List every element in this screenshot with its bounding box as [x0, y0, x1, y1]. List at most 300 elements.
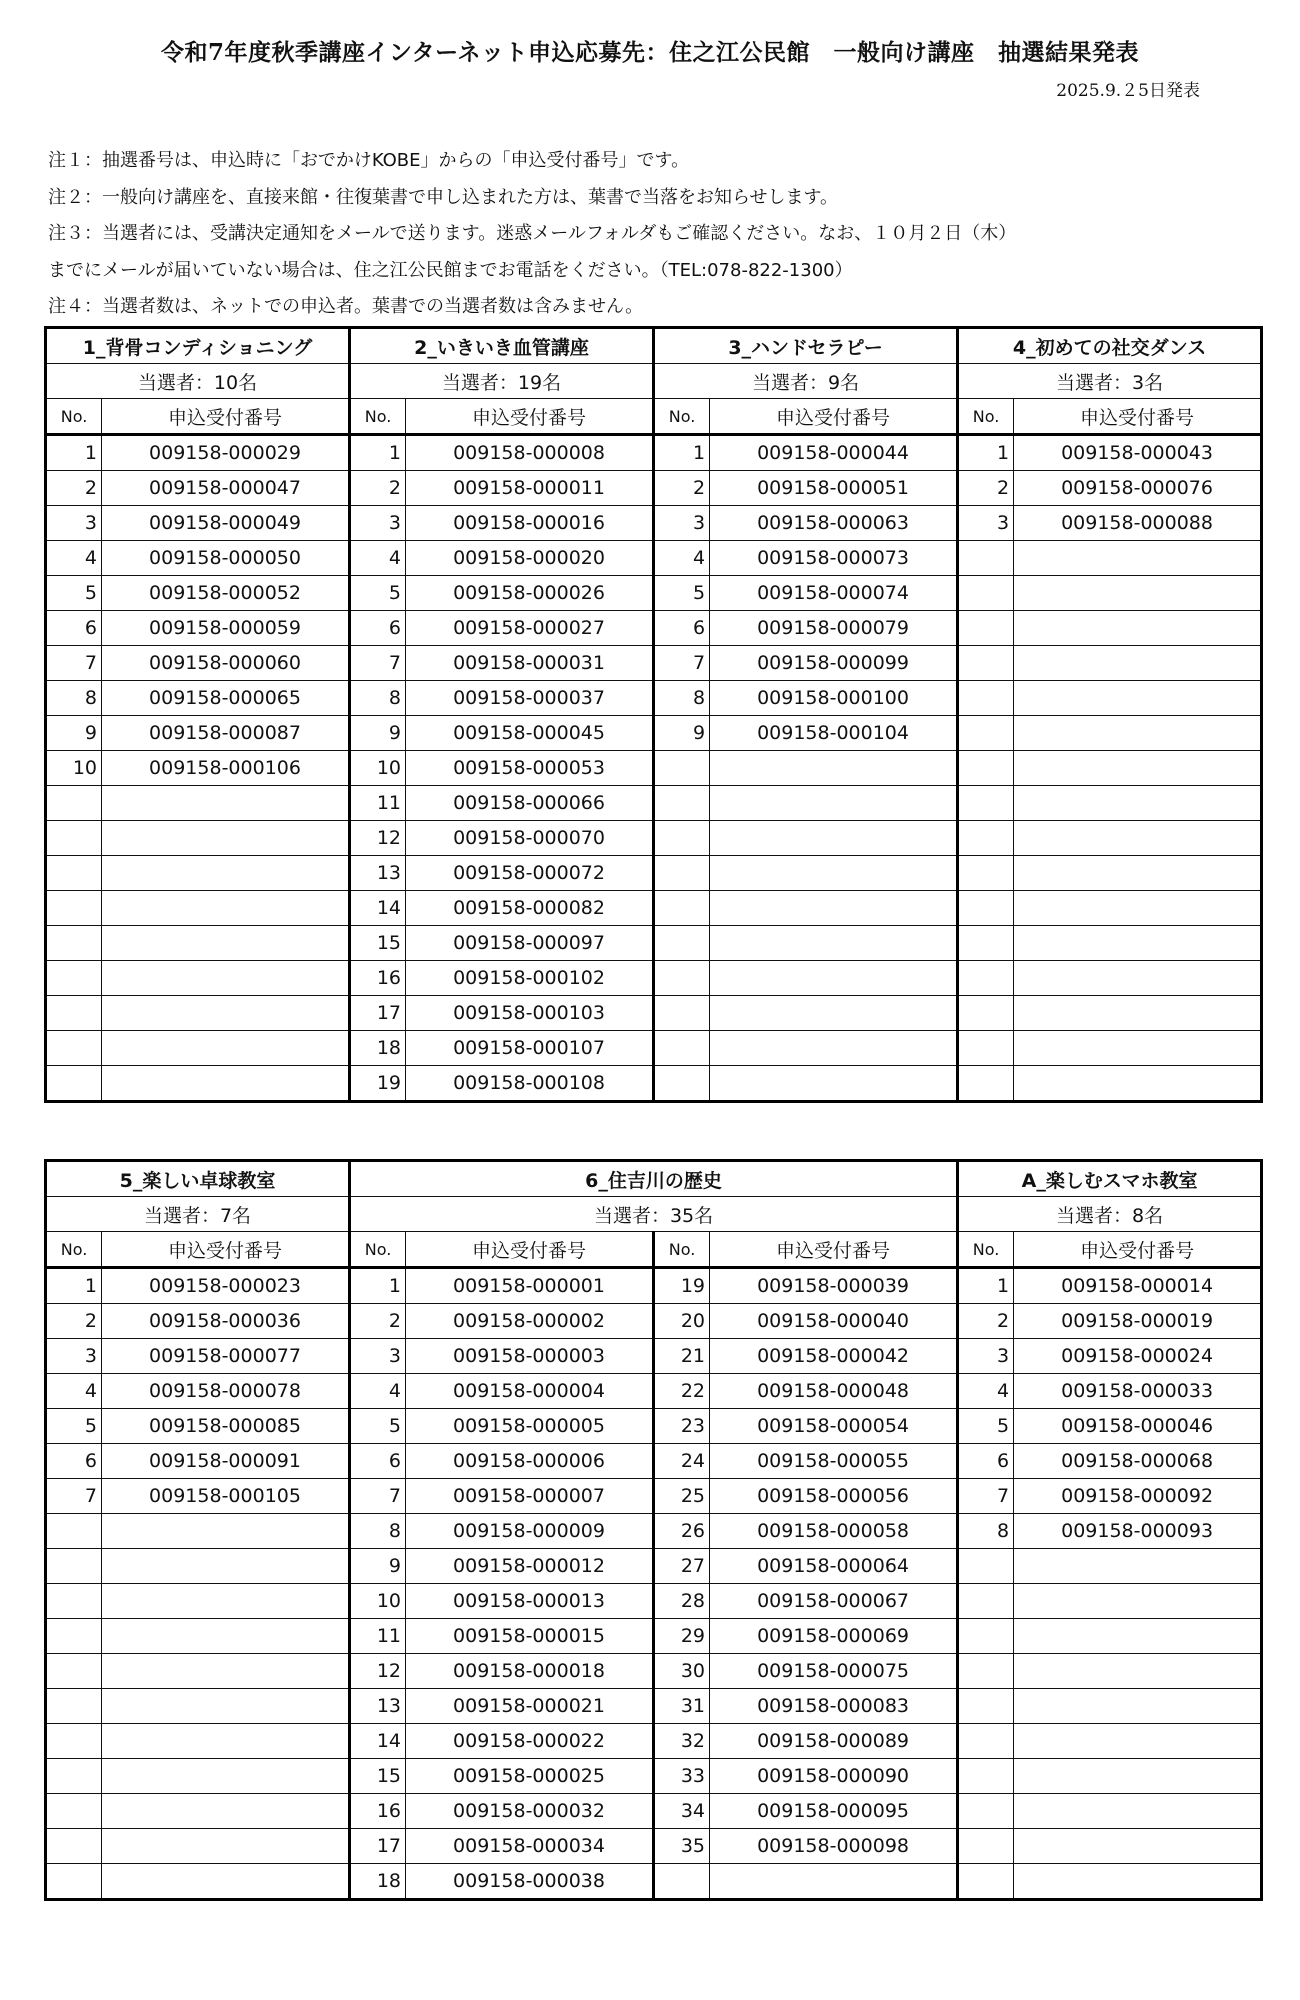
row-number: 2 [654, 471, 710, 506]
table-row [46, 1479, 1262, 1514]
course-name: 4_初めての社交ダンス [958, 328, 1262, 364]
application-number: 009158-000016 [406, 506, 654, 541]
application-number: 009158-000108 [406, 1066, 654, 1102]
application-number: 009158-000103 [406, 996, 654, 1031]
row-number: 7 [350, 1479, 406, 1514]
application-number: 009158-000052 [102, 576, 350, 611]
row-number [46, 821, 102, 856]
row-number: 9 [46, 716, 102, 751]
row-number: 27 [654, 1549, 710, 1584]
application-number [102, 891, 350, 926]
row-number [46, 961, 102, 996]
row-number: 34 [654, 1794, 710, 1829]
row-number [654, 926, 710, 961]
row-number [46, 891, 102, 926]
row-number [654, 786, 710, 821]
application-number: 009158-000099 [710, 646, 958, 681]
note-4: 注４：当選者数は、ネットでの申込者。葉書での当選者数は含みません。 [48, 296, 644, 317]
table-row [46, 681, 1262, 716]
announcement-date: 2025.9.２5日発表 [1056, 81, 1200, 101]
row-number: 9 [654, 716, 710, 751]
application-number: 009158-000048 [710, 1374, 958, 1409]
application-number: 009158-000106 [102, 751, 350, 786]
application-number: 009158-000005 [406, 1409, 654, 1444]
application-number: 009158-000083 [710, 1689, 958, 1724]
table-row [46, 1304, 1262, 1339]
application-number: 009158-000066 [406, 786, 654, 821]
row-number: 4 [46, 541, 102, 576]
table-row [46, 751, 1262, 786]
row-number: 5 [46, 1409, 102, 1444]
row-number [46, 1759, 102, 1794]
application-number: 009158-000026 [406, 576, 654, 611]
row-number [654, 996, 710, 1031]
row-number [46, 1829, 102, 1864]
application-number: 009158-000050 [102, 541, 350, 576]
row-number: 8 [958, 1514, 1014, 1549]
table-row [46, 856, 1262, 891]
application-number [102, 1794, 350, 1829]
application-number [102, 1689, 350, 1724]
row-number: 5 [350, 576, 406, 611]
row-number [46, 1654, 102, 1689]
row-number: 13 [350, 856, 406, 891]
row-number: 17 [350, 1829, 406, 1864]
application-number: 009158-000012 [406, 1549, 654, 1584]
table-row [46, 576, 1262, 611]
row-number [958, 541, 1014, 576]
page-title: 令和7年度秋季講座インターネット申込応募先：住之江公民館 一般向け講座 抽選結果発表 [161, 39, 1139, 66]
row-number [958, 786, 1014, 821]
no-column-header: No. [654, 399, 710, 435]
application-number [710, 926, 958, 961]
application-number [102, 926, 350, 961]
application-number: 009158-000069 [710, 1619, 958, 1654]
winner-count-row [46, 364, 1262, 399]
row-number: 7 [350, 646, 406, 681]
application-number: 009158-000055 [710, 1444, 958, 1479]
application-number: 009158-000004 [406, 1374, 654, 1409]
row-number [958, 961, 1014, 996]
application-number [102, 856, 350, 891]
application-number: 009158-000064 [710, 1549, 958, 1584]
application-number: 009158-000044 [710, 435, 958, 471]
application-number: 009158-000073 [710, 541, 958, 576]
row-number [46, 996, 102, 1031]
application-number: 009158-000038 [406, 1864, 654, 1900]
table-row [46, 1409, 1262, 1444]
row-number: 5 [958, 1409, 1014, 1444]
row-number: 2 [958, 1304, 1014, 1339]
application-number: 009158-000051 [710, 471, 958, 506]
row-number: 19 [350, 1066, 406, 1102]
row-number [46, 1619, 102, 1654]
row-number [958, 1654, 1014, 1689]
row-number: 7 [958, 1479, 1014, 1514]
row-number [958, 1829, 1014, 1864]
table-row [46, 1829, 1262, 1864]
row-number: 3 [46, 506, 102, 541]
application-number: 009158-000082 [406, 891, 654, 926]
row-number [958, 681, 1014, 716]
row-number: 1 [46, 1268, 102, 1304]
row-number: 17 [350, 996, 406, 1031]
row-number: 23 [654, 1409, 710, 1444]
note-2: 注２：一般向け講座を、直接来館・往復葉書で申し込まれた方は、葉書で当落をお知らせします。 [48, 186, 839, 208]
table-row [46, 1066, 1262, 1102]
application-number: 009158-000107 [406, 1031, 654, 1066]
application-number [102, 1724, 350, 1759]
application-number [1014, 1724, 1262, 1759]
table-row [46, 786, 1262, 821]
row-number [46, 1549, 102, 1584]
row-number [958, 926, 1014, 961]
table-row [46, 891, 1262, 926]
application-number: 009158-000008 [406, 435, 654, 471]
application-number [710, 821, 958, 856]
application-number: 009158-000053 [406, 751, 654, 786]
table-row [46, 541, 1262, 576]
table-row [46, 506, 1262, 541]
row-number [958, 1031, 1014, 1066]
application-number: 009158-000013 [406, 1584, 654, 1619]
application-number: 009158-000036 [102, 1304, 350, 1339]
row-number [46, 786, 102, 821]
row-number: 10 [350, 1584, 406, 1619]
application-number: 009158-000100 [710, 681, 958, 716]
application-number: 009158-000033 [1014, 1374, 1262, 1409]
row-number [46, 1514, 102, 1549]
row-number [654, 1864, 710, 1900]
application-number [1014, 926, 1262, 961]
row-number [46, 1031, 102, 1066]
application-number: 009158-000076 [1014, 471, 1262, 506]
row-number: 6 [958, 1444, 1014, 1479]
winner-count: 当選者：10名 [46, 364, 350, 399]
application-number: 009158-000018 [406, 1654, 654, 1689]
application-number [1014, 821, 1262, 856]
application-number [102, 1864, 350, 1900]
winner-count: 当選者：9名 [654, 364, 958, 399]
table-row [46, 1374, 1262, 1409]
row-number [46, 1794, 102, 1829]
application-number: 009158-000031 [406, 646, 654, 681]
note-3-continued: までにメールが届いていない場合は、住之江公民館までお電話をください。（TEL:078-822-1300） [48, 259, 853, 281]
application-number [102, 1066, 350, 1102]
row-number: 4 [958, 1374, 1014, 1409]
table-row [46, 1584, 1262, 1619]
application-number [1014, 1549, 1262, 1584]
note-1: 注１：抽選番号は、申込時に「おでかけKOBE」からの「申込受付番号」です。 [48, 150, 690, 171]
application-number: 009158-000095 [710, 1794, 958, 1829]
table-row [46, 716, 1262, 751]
row-number: 18 [350, 1031, 406, 1066]
row-number: 3 [958, 1339, 1014, 1374]
application-number [710, 961, 958, 996]
course-title-row [46, 1161, 1262, 1197]
row-number: 1 [654, 435, 710, 471]
application-number: 009158-000024 [1014, 1339, 1262, 1374]
application-number [1014, 961, 1262, 996]
row-number: 28 [654, 1584, 710, 1619]
row-number: 18 [350, 1864, 406, 1900]
row-number: 6 [46, 611, 102, 646]
row-number: 6 [350, 1444, 406, 1479]
application-number [1014, 646, 1262, 681]
number-column-header: 申込受付番号 [406, 399, 654, 435]
row-number: 1 [958, 435, 1014, 471]
application-number: 009158-000042 [710, 1339, 958, 1374]
table-row [46, 1444, 1262, 1479]
table-row [46, 821, 1262, 856]
notes-section [48, 143, 1268, 326]
row-number: 24 [654, 1444, 710, 1479]
no-column-header: No. [958, 399, 1014, 435]
application-number: 009158-000046 [1014, 1409, 1262, 1444]
application-number [102, 1759, 350, 1794]
row-number: 14 [350, 891, 406, 926]
table-row [46, 471, 1262, 506]
row-number: 14 [350, 1724, 406, 1759]
row-number: 7 [46, 1479, 102, 1514]
application-number: 009158-000098 [710, 1829, 958, 1864]
no-column-header: No. [350, 1232, 406, 1268]
application-number [710, 1031, 958, 1066]
row-number [654, 821, 710, 856]
row-number: 29 [654, 1619, 710, 1654]
application-number: 009158-000049 [102, 506, 350, 541]
application-number: 009158-000088 [1014, 506, 1262, 541]
application-number: 009158-000029 [102, 435, 350, 471]
application-number: 009158-000089 [710, 1724, 958, 1759]
row-number: 7 [654, 646, 710, 681]
application-number: 009158-000002 [406, 1304, 654, 1339]
row-number [958, 716, 1014, 751]
application-number [1014, 576, 1262, 611]
application-number: 009158-000023 [102, 1268, 350, 1304]
row-number: 33 [654, 1759, 710, 1794]
application-number [710, 1864, 958, 1900]
application-number: 009158-000074 [710, 576, 958, 611]
row-number: 2 [46, 471, 102, 506]
row-number [46, 1584, 102, 1619]
row-number: 4 [46, 1374, 102, 1409]
application-number: 009158-000092 [1014, 1479, 1262, 1514]
application-number: 009158-000021 [406, 1689, 654, 1724]
application-number: 009158-000078 [102, 1374, 350, 1409]
no-column-header: No. [350, 399, 406, 435]
row-number [958, 1689, 1014, 1724]
application-number [1014, 856, 1262, 891]
course-title-row [46, 328, 1262, 364]
application-number: 009158-000065 [102, 681, 350, 716]
row-number: 8 [350, 681, 406, 716]
row-number: 3 [350, 506, 406, 541]
application-number: 009158-000079 [710, 611, 958, 646]
application-number: 009158-000003 [406, 1339, 654, 1374]
row-number: 3 [46, 1339, 102, 1374]
table-row [46, 1689, 1262, 1724]
application-number: 009158-000006 [406, 1444, 654, 1479]
application-number [1014, 996, 1262, 1031]
application-number: 009158-000043 [1014, 435, 1262, 471]
application-number: 009158-000085 [102, 1409, 350, 1444]
application-number [1014, 1864, 1262, 1900]
no-column-header: No. [654, 1232, 710, 1268]
application-number [102, 1584, 350, 1619]
row-number: 1 [350, 1268, 406, 1304]
results-table-2 [44, 1159, 1263, 1901]
application-number: 009158-000040 [710, 1304, 958, 1339]
application-number [102, 786, 350, 821]
table-row [46, 1619, 1262, 1654]
application-number [1014, 891, 1262, 926]
winner-count-row [46, 1197, 1262, 1232]
application-number: 009158-000007 [406, 1479, 654, 1514]
application-number: 009158-000097 [406, 926, 654, 961]
row-number: 21 [654, 1339, 710, 1374]
application-number [710, 751, 958, 786]
row-number [958, 856, 1014, 891]
table-row [46, 1339, 1262, 1374]
application-number [1014, 1031, 1262, 1066]
row-number [958, 1549, 1014, 1584]
row-number: 26 [654, 1514, 710, 1549]
application-number [710, 786, 958, 821]
table-row [46, 435, 1262, 471]
row-number: 6 [46, 1444, 102, 1479]
application-number [1014, 1794, 1262, 1829]
application-number [102, 996, 350, 1031]
application-number: 009158-000068 [1014, 1444, 1262, 1479]
application-number [1014, 1619, 1262, 1654]
application-number: 009158-000070 [406, 821, 654, 856]
winner-count: 当選者：19名 [350, 364, 654, 399]
row-number: 3 [958, 506, 1014, 541]
row-number: 6 [654, 611, 710, 646]
row-number [654, 1066, 710, 1102]
row-number: 10 [46, 751, 102, 786]
application-number [1014, 541, 1262, 576]
table-row [46, 1654, 1262, 1689]
table-row [46, 1514, 1262, 1549]
application-number [1014, 751, 1262, 786]
application-number: 009158-000019 [1014, 1304, 1262, 1339]
row-number: 30 [654, 1654, 710, 1689]
row-number [958, 611, 1014, 646]
row-number [46, 1864, 102, 1900]
row-number [958, 576, 1014, 611]
application-number: 009158-000027 [406, 611, 654, 646]
row-number: 11 [350, 1619, 406, 1654]
application-number: 009158-000087 [102, 716, 350, 751]
row-number: 11 [350, 786, 406, 821]
application-number: 009158-000059 [102, 611, 350, 646]
no-column-header: No. [46, 399, 102, 435]
winner-count: 当選者：35名 [350, 1197, 958, 1232]
application-number: 009158-000075 [710, 1654, 958, 1689]
application-number: 009158-000014 [1014, 1268, 1262, 1304]
application-number: 009158-000034 [406, 1829, 654, 1864]
application-number [102, 1619, 350, 1654]
application-number: 009158-000011 [406, 471, 654, 506]
row-number: 10 [350, 751, 406, 786]
results-table-1 [44, 326, 1263, 1103]
row-number: 25 [654, 1479, 710, 1514]
application-number [1014, 611, 1262, 646]
row-number [46, 926, 102, 961]
table-row [46, 926, 1262, 961]
row-number: 19 [654, 1268, 710, 1304]
row-number [958, 996, 1014, 1031]
application-number [102, 1829, 350, 1864]
application-number: 009158-000072 [406, 856, 654, 891]
application-number [710, 856, 958, 891]
course-name: 6_住吉川の歴史 [350, 1161, 958, 1197]
column-header-row [46, 1232, 1262, 1268]
course-name: A_楽しむスマホ教室 [958, 1161, 1262, 1197]
table-row [46, 1031, 1262, 1066]
application-number: 009158-000022 [406, 1724, 654, 1759]
row-number: 2 [46, 1304, 102, 1339]
number-column-header: 申込受付番号 [710, 1232, 958, 1268]
application-number [102, 961, 350, 996]
no-column-header: No. [958, 1232, 1014, 1268]
number-column-header: 申込受付番号 [102, 1232, 350, 1268]
application-number [710, 996, 958, 1031]
application-number: 009158-000009 [406, 1514, 654, 1549]
application-number: 009158-000047 [102, 471, 350, 506]
row-number [958, 1864, 1014, 1900]
application-number [1014, 1829, 1262, 1864]
application-number: 009158-000060 [102, 646, 350, 681]
row-number: 2 [958, 471, 1014, 506]
row-number: 22 [654, 1374, 710, 1409]
application-number: 009158-000067 [710, 1584, 958, 1619]
application-number: 009158-000037 [406, 681, 654, 716]
application-number: 009158-000058 [710, 1514, 958, 1549]
table-row [46, 1268, 1262, 1304]
row-number: 31 [654, 1689, 710, 1724]
row-number: 35 [654, 1829, 710, 1864]
row-number: 12 [350, 1654, 406, 1689]
table-row [46, 1724, 1262, 1759]
course-name: 1_背骨コンディショニング [46, 328, 350, 364]
winner-count: 当選者：3名 [958, 364, 1262, 399]
application-number: 009158-000093 [1014, 1514, 1262, 1549]
row-number [958, 646, 1014, 681]
application-number [1014, 1584, 1262, 1619]
number-column-header: 申込受付番号 [1014, 399, 1262, 435]
row-number: 4 [350, 1374, 406, 1409]
row-number: 9 [350, 1549, 406, 1584]
row-number: 3 [350, 1339, 406, 1374]
row-number: 16 [350, 1794, 406, 1829]
row-number [654, 856, 710, 891]
application-number [102, 1654, 350, 1689]
row-number: 15 [350, 926, 406, 961]
application-number: 009158-000025 [406, 1759, 654, 1794]
row-number [46, 856, 102, 891]
row-number: 13 [350, 1689, 406, 1724]
table-row [46, 611, 1262, 646]
application-number: 009158-000104 [710, 716, 958, 751]
row-number: 9 [350, 716, 406, 751]
row-number: 5 [350, 1409, 406, 1444]
application-number: 009158-000045 [406, 716, 654, 751]
row-number [958, 1794, 1014, 1829]
application-number [710, 891, 958, 926]
